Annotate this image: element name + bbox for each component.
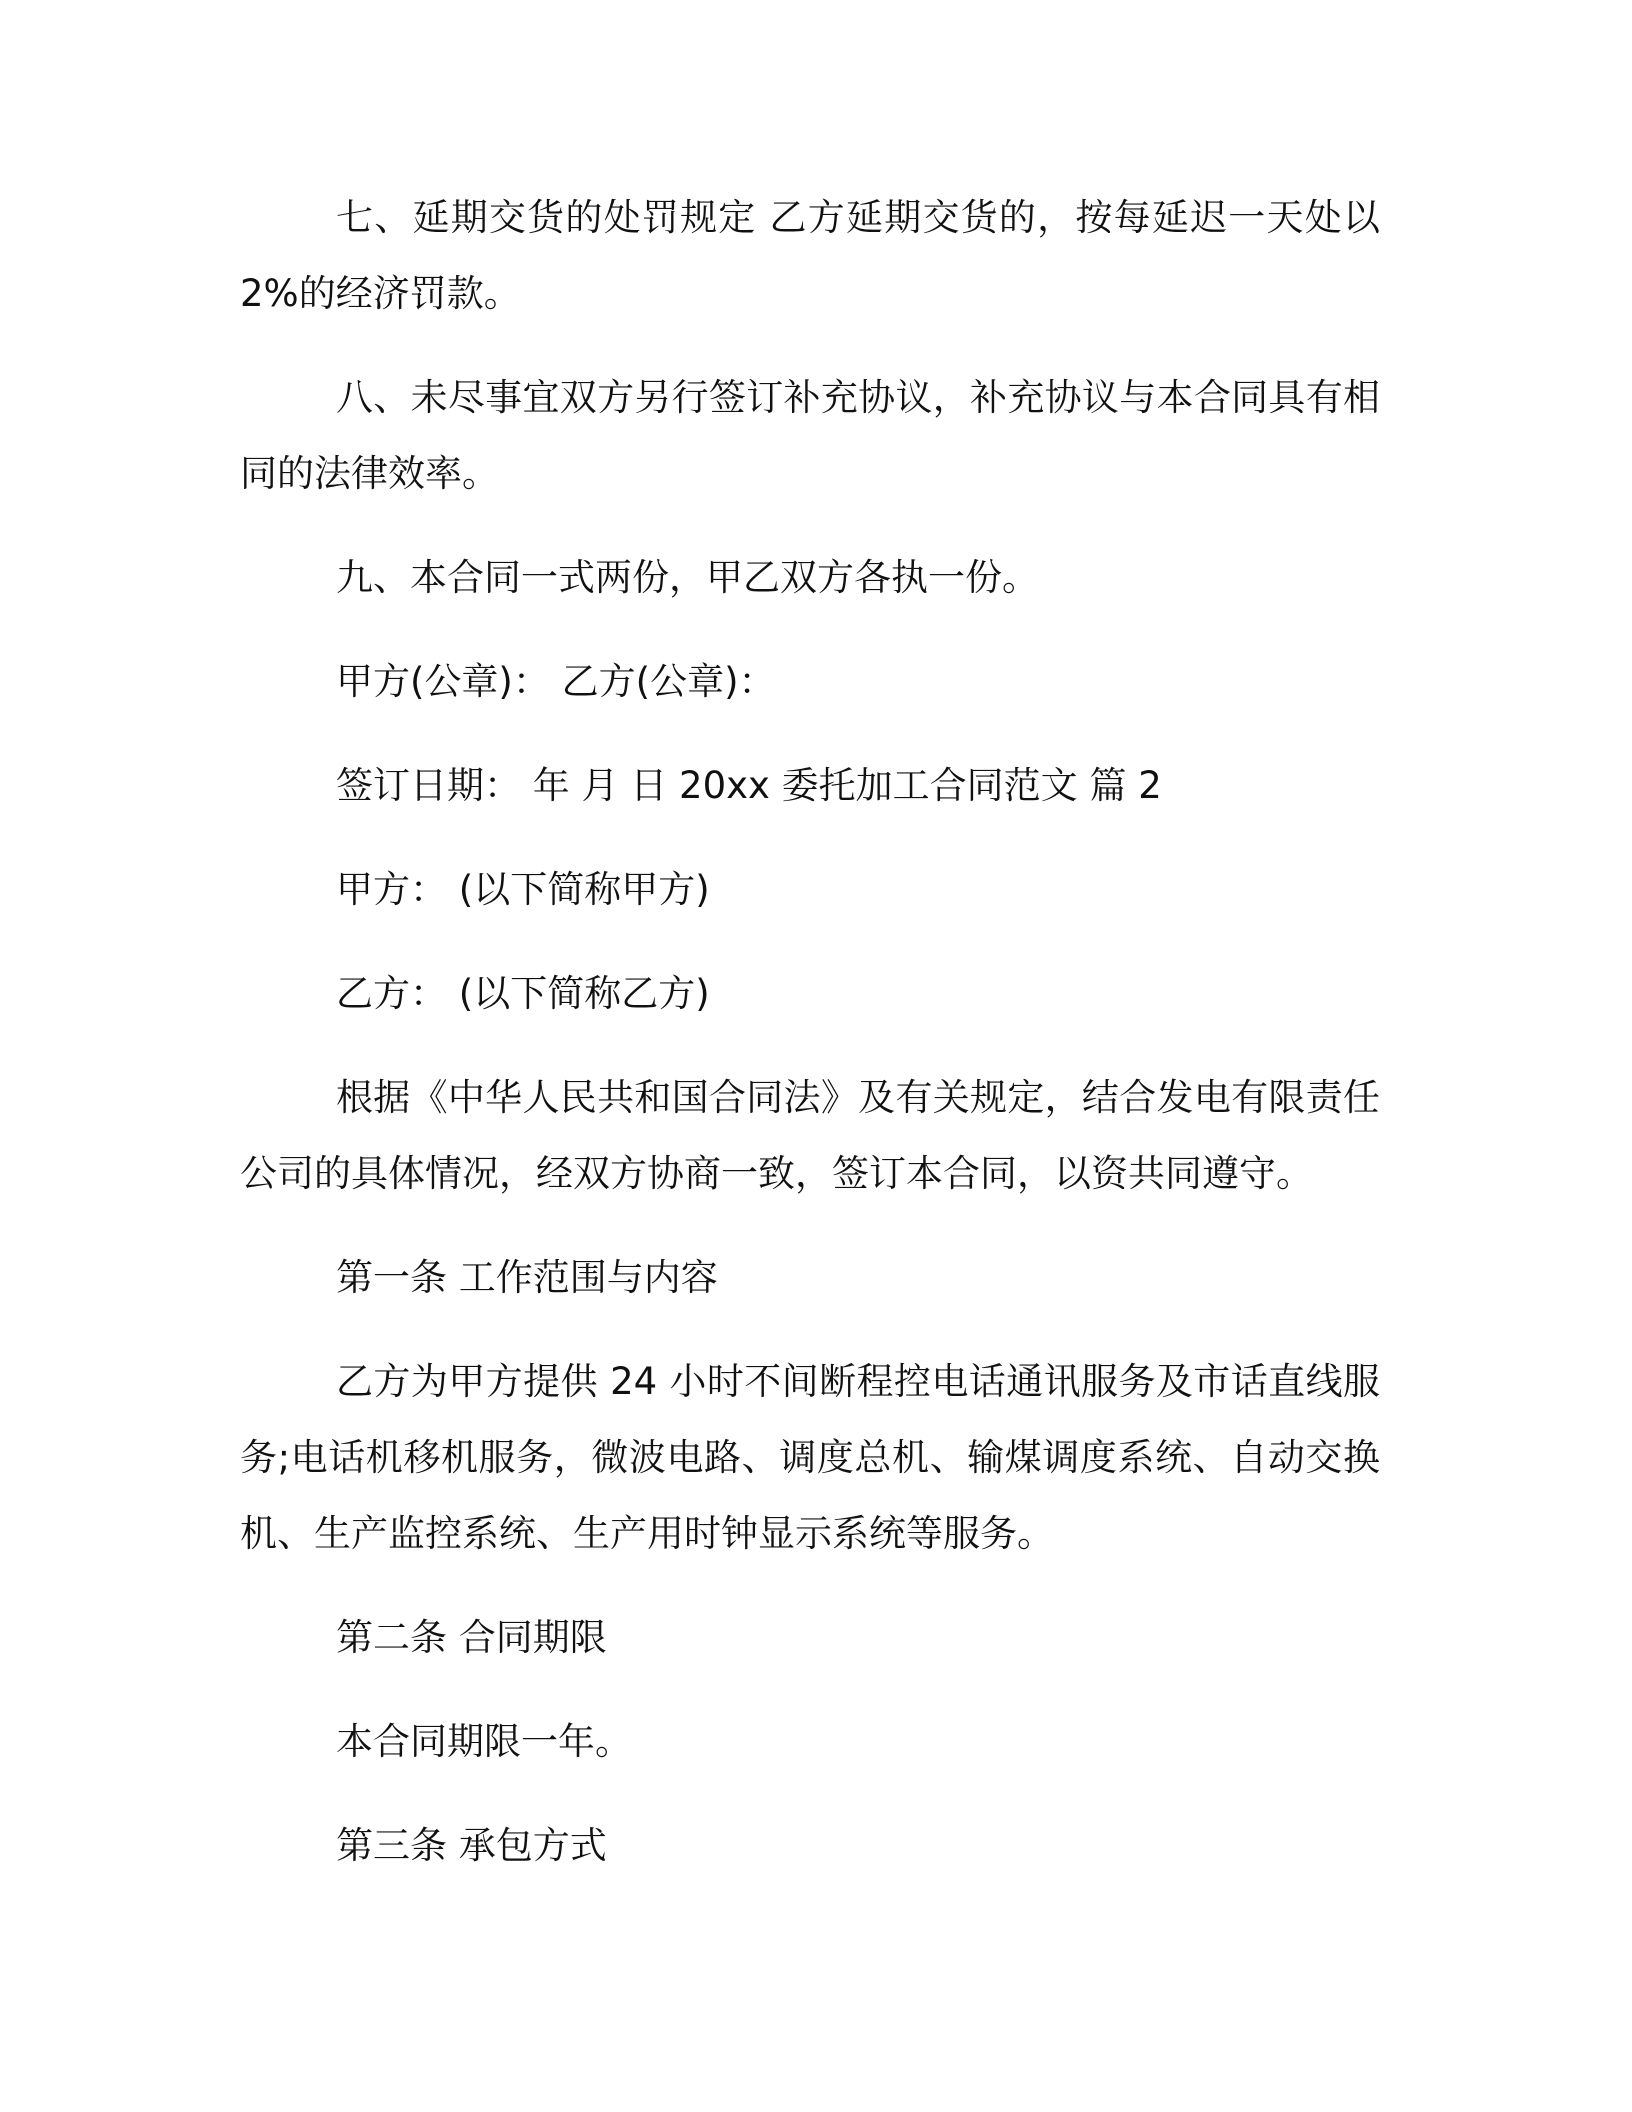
party-a-line: 甲方： (以下简称甲方) [336,868,710,911]
article-1-body: 乙方为甲方提供 24 小时不间断程控电话通讯服务及市话直线服务;电话机移机服务，微波电路、调度总机、输煤调度系统、自动交换机、生产监控系统、生产用时钟显示系统等服务。 [240,1360,1380,1555]
clause-7-paragraph: 七、延期交货的处罚规定 乙方延期交货的，按每延迟一天处以 2%的经济罚款。 [240,196,1380,315]
article-1-heading: 第一条 工作范围与内容 [336,1256,718,1299]
preamble-paragraph: 根据《中华人民共和国合同法》及有关规定，结合发电有限责任公司的具体情况，经双方协商一致，签订本合同，以资共同遵守。 [240,1076,1380,1195]
document-body [240,180,1380,1912]
clause-9-paragraph: 九、本合同一式两份，甲乙双方各执一份。 [336,556,1039,599]
signing-date-line: 签订日期： 年 月 日 20xx 委托加工合同范文 篇 2 [336,764,1162,807]
article-2-heading: 第二条 合同期限 [336,1616,607,1659]
article-2-body: 本合同期限一年。 [336,1720,632,1763]
seal-line: 甲方(公章)： 乙方(公章)： [336,660,776,703]
party-b-line: 乙方： (以下简称乙方) [336,972,710,1015]
article-3-heading: 第三条 承包方式 [336,1824,607,1867]
clause-8-paragraph: 八、未尽事宜双方另行签订补充协议，补充协议与本合同具有相同的法律效率。 [240,376,1380,495]
